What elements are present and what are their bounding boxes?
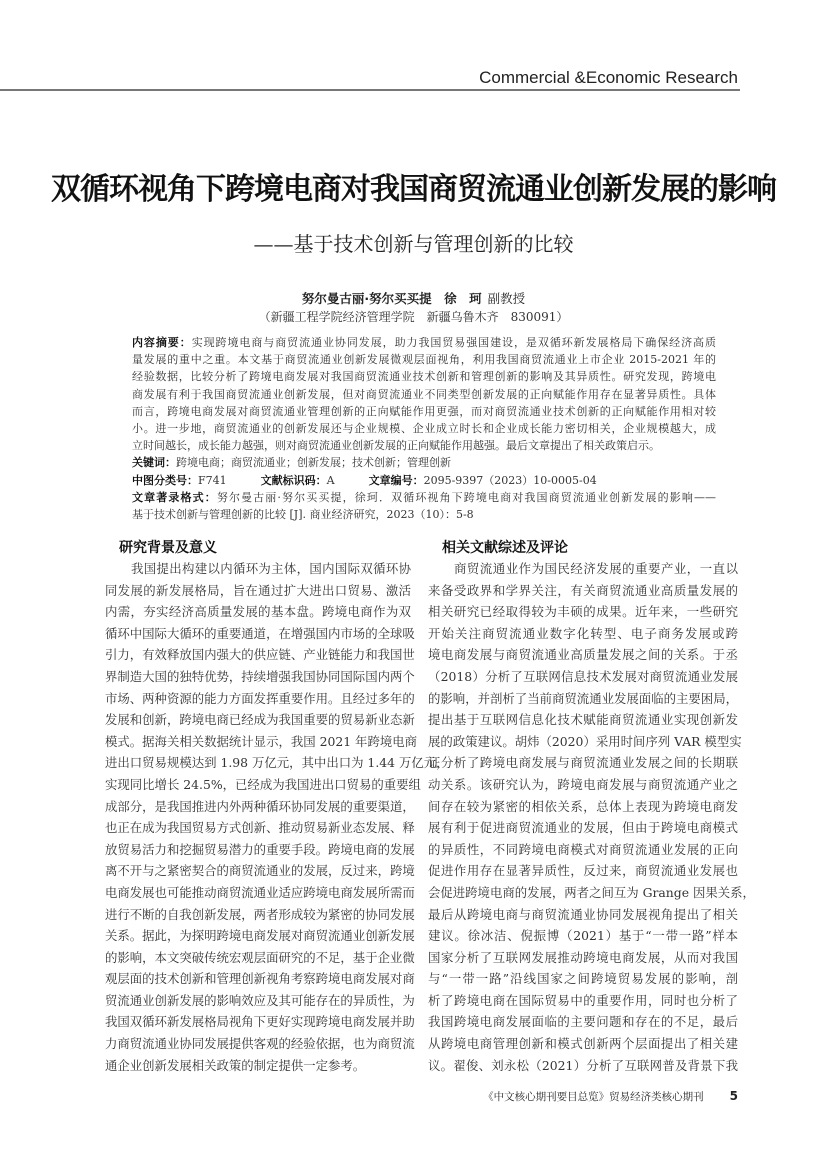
body-line: 展的政策建议。胡炜（2020）采用时间序列 VAR 模型实: [428, 733, 742, 749]
body-line: 国家分析了互联网发展推动跨境电商发展，从而对我国: [428, 949, 738, 965]
body-line: 商贸流通业作为国民经济发展的重要产业，一直以: [454, 561, 738, 576]
section-body: [428, 558, 755, 1076]
body-line: 我国跨境电商发展面临的主要问题和存在的不足，最后: [428, 1014, 738, 1030]
citation-line: [132, 489, 716, 506]
body-line: 成部分，是我国推进内外两种循环协同发展的重要渠道，: [105, 798, 415, 814]
body-line: 贸流通业创新发展的影响效应及其可能存在的异质性，为: [105, 992, 415, 1008]
abstract: [132, 334, 716, 454]
body-line: 析了跨境电商在国际贸易中的重要作用，同时也分析了: [428, 992, 738, 1008]
body-line: （2018）分析了互联网信息技术发展对商贸流通业发展: [428, 668, 738, 684]
abstract-line: [132, 334, 716, 351]
column-right: [428, 538, 755, 1076]
body-line: 同发展的新发展格局，旨在通过扩大进出口贸易、激活: [105, 582, 411, 598]
article-meta: [132, 472, 716, 489]
body-line: 进出口贸易规模达到 1.98 万亿元，其中出口为 1.44 万亿元，: [105, 755, 449, 771]
article-subtitle: ——基于技术创新与管理创新的比较: [253, 232, 574, 256]
section-heading: 相关文献综述及评论: [442, 540, 568, 556]
header-rule: [0, 89, 740, 91]
body-line: 的影响，本文突破传统宏观层面研究的不足，基于企业微: [105, 949, 415, 965]
classification-value: F741: [198, 473, 227, 487]
abstract-line: 商发展有利于我国商贸流通业创新发展，但对商贸流通业不同类型创新发展的正向赋能作用存在显著异质性。具体: [132, 387, 716, 401]
classification-label: 中图分类号：: [132, 473, 198, 487]
page-number: 5: [729, 1089, 738, 1103]
body-line: 离不开与之紧密契合的商贸流通业的发展，反过来，跨境: [105, 863, 415, 879]
body-line: 循环中国际大循环的重要通道，在增强国内市场的全球吸: [105, 625, 415, 641]
abstract-text: 实现跨境电商与商贸流通业协同发展，助力我国贸易强国建设，是双循环新发展格局下确保经济高质: [191, 336, 716, 349]
keywords: [132, 454, 716, 471]
body-line: 相关研究已经取得较为丰硕的成果。近年来，一些研究: [428, 604, 738, 620]
body-line: 界制造大国的独特优势，持续增强我国协同国际国内两个: [105, 668, 415, 684]
citation-line: 基于技术创新与管理创新的比较 [J]. 商业经济研究，2023（10）：5-8: [132, 507, 474, 521]
body-line: 会促进跨境电商的发展，两者之间互为 Grange 因果关系，: [428, 884, 755, 900]
body-line: 我国提出构建以内循环为主体，国内国际双循环协: [131, 561, 411, 576]
body-line: 进行不断的自我创新发展，两者形成较为紧密的协同发展: [105, 906, 415, 922]
body-line: 促进作用存在显著异质性，反过来，商贸流通业发展也: [428, 863, 738, 879]
doc-code-value: A: [326, 473, 335, 487]
body-line: 力商贸流通业协同发展提供客观的经验依据，也为商贸流: [105, 1036, 415, 1052]
article-no-label: 文章编号：: [368, 473, 424, 487]
body-line: 的异质性，不同跨境电商模式对商贸流通业发展的正向: [428, 841, 738, 857]
section-heading: 研究背景及意义: [119, 540, 217, 556]
footer-text: 《中文核心期刊要目总览》贸易经济类核心期刊: [483, 1091, 704, 1103]
abstract-line: 经验数据，比较分析了跨境电商发展对我国商贸流通业技术创新和管理创新的影响及其异质性。研究发现，跨境电: [132, 370, 716, 384]
keywords-value: 跨境电商；商贸流通业；创新发展；技术创新；管理创新: [176, 456, 451, 470]
citation-label: 文章著录格式：: [132, 490, 217, 504]
body-line: 发展和创新，跨境电商已经成为我国重要的贸易新业态新: [105, 712, 415, 728]
body-line: 引力，有效释放国内强大的供应链、产业链能力和我国世: [105, 647, 415, 663]
body-line: 境电商发展与商贸流通业高质量发展之间的关系。于丞: [428, 647, 738, 663]
body-line: 观层面的技术创新和管理创新视角考察跨境电商发展对商: [105, 971, 415, 987]
body-line: 议。翟俊、刘永松（2021）分析了互联网普及背景下我: [428, 1057, 738, 1073]
body-line: 展有利于促进商贸流通业的发展，但由于跨境电商模式: [428, 820, 738, 836]
author-names: 努尔曼古丽·努尔买买提 徐 珂: [301, 291, 482, 306]
body-line: 与“一带一路”沿线国家之间跨境贸易发展的影响，剖: [428, 971, 738, 987]
body-line: 最后从跨境电商与商贸流通业协同发展视角提出了相关: [428, 906, 738, 922]
body-line: 实现同比增长 24.5%，已经成为我国进出口贸易的重要组: [105, 776, 421, 792]
body-line: 市场、两种资源的能力方面发挥重要作用。且经过多年的: [105, 690, 415, 706]
body-line: 模式。据海关相关数据统计显示，我国 2021 年跨境电商: [105, 733, 418, 749]
article-no-value: 2095-9397（2023）10-0005-04: [423, 473, 597, 487]
body-line: 证分析了跨境电商发展与商贸流通业发展之间的长期联: [428, 755, 738, 771]
abstract-label: 内容摘要：: [132, 336, 192, 349]
abstract-line: 小。进一步地，商贸流通业的创新发展还与企业规模、企业成立时长和企业成长能力密切相关，企业规模越大，成: [132, 421, 716, 435]
body-line: 开始关注商贸流通业数字化转型、电子商务发展或跨: [428, 625, 738, 641]
body-line: 的影响，并剖析了当前商贸流通业发展面临的主要困局，: [428, 690, 738, 706]
body-line: 间存在较为紧密的相依关系，总体上表现为跨境电商发: [428, 798, 738, 814]
body-line: 通企业创新发展相关政策的制定提供一定参考。: [105, 1057, 366, 1073]
citation-text: 努尔曼古丽·努尔买买提，徐珂．双循环视角下跨境电商对我国商贸流通业创新发展的影响——: [216, 490, 717, 504]
author-rank: 副教授: [487, 291, 526, 306]
body-line: 建议。徐冰洁、倪振博（2021）基于“一带一路”样本: [428, 928, 738, 944]
body-line: 内需，夯实经济高质量发展的基本盘。跨境电商作为双: [105, 604, 411, 620]
keywords-label: 关键词：: [132, 456, 176, 470]
body-line: 关系。据此，为探明跨境电商发展对商贸流通业创新发展: [105, 928, 415, 944]
section-body: [105, 558, 449, 1076]
abstract-line: 而言，跨境电商发展对商贸流通业管理创新的正向赋能作用更强，而对商贸流通业技术创新的正向赋能作用相对较: [132, 404, 716, 418]
body-line: 电商发展也可能推动商贸流通业适应跨境电商发展所需而: [105, 884, 415, 900]
abstract-line: 量发展的重中之重。本文基于商贸流通业创新发展微观层面视角，利用我国商贸流通业上市企业 2015-2021 年的: [132, 353, 716, 367]
journal-name: Commercial &Economic Research: [479, 68, 738, 87]
body-line: 放贸易活力和挖掘贸易潜力的重要手段。跨境电商的发展: [105, 841, 415, 857]
body-line: 我国双循环新发展格局视角下更好实现跨境电商发展并助: [105, 1014, 415, 1030]
abstract-line: 立时间越长，成长能力越强，则对商贸流通业创新发展的正向赋能作用越强。最后文章提出了相关政策启示。: [132, 439, 660, 453]
page-footer: [483, 1089, 738, 1104]
body-line: 也正在成为我国贸易方式创新、推动贸易新业态发展、释: [105, 820, 415, 836]
abstract-block: [132, 334, 716, 523]
affiliation: （新疆工程学院经济管理学院 新疆乌鲁木齐 830091）: [258, 310, 569, 324]
column-left: [105, 538, 449, 1076]
doc-code-label: 文献标识码：: [260, 473, 327, 487]
authors: [0, 289, 827, 307]
body-line: 提出基于互联网信息化技术赋能商贸流通业实现创新发: [428, 712, 738, 728]
article-title: 双循环视角下跨境电商对我国商贸流通业创新发展的影响: [51, 172, 776, 207]
body-line: 来备受政界和学界关注，有关商贸流通业高质量发展的: [428, 582, 738, 598]
body-line: 从跨境电商管理创新和模式创新两个层面提出了相关建: [428, 1036, 738, 1052]
body-line: 动关系。该研究认为，跨境电商发展与商贸流通产业之: [428, 776, 738, 792]
